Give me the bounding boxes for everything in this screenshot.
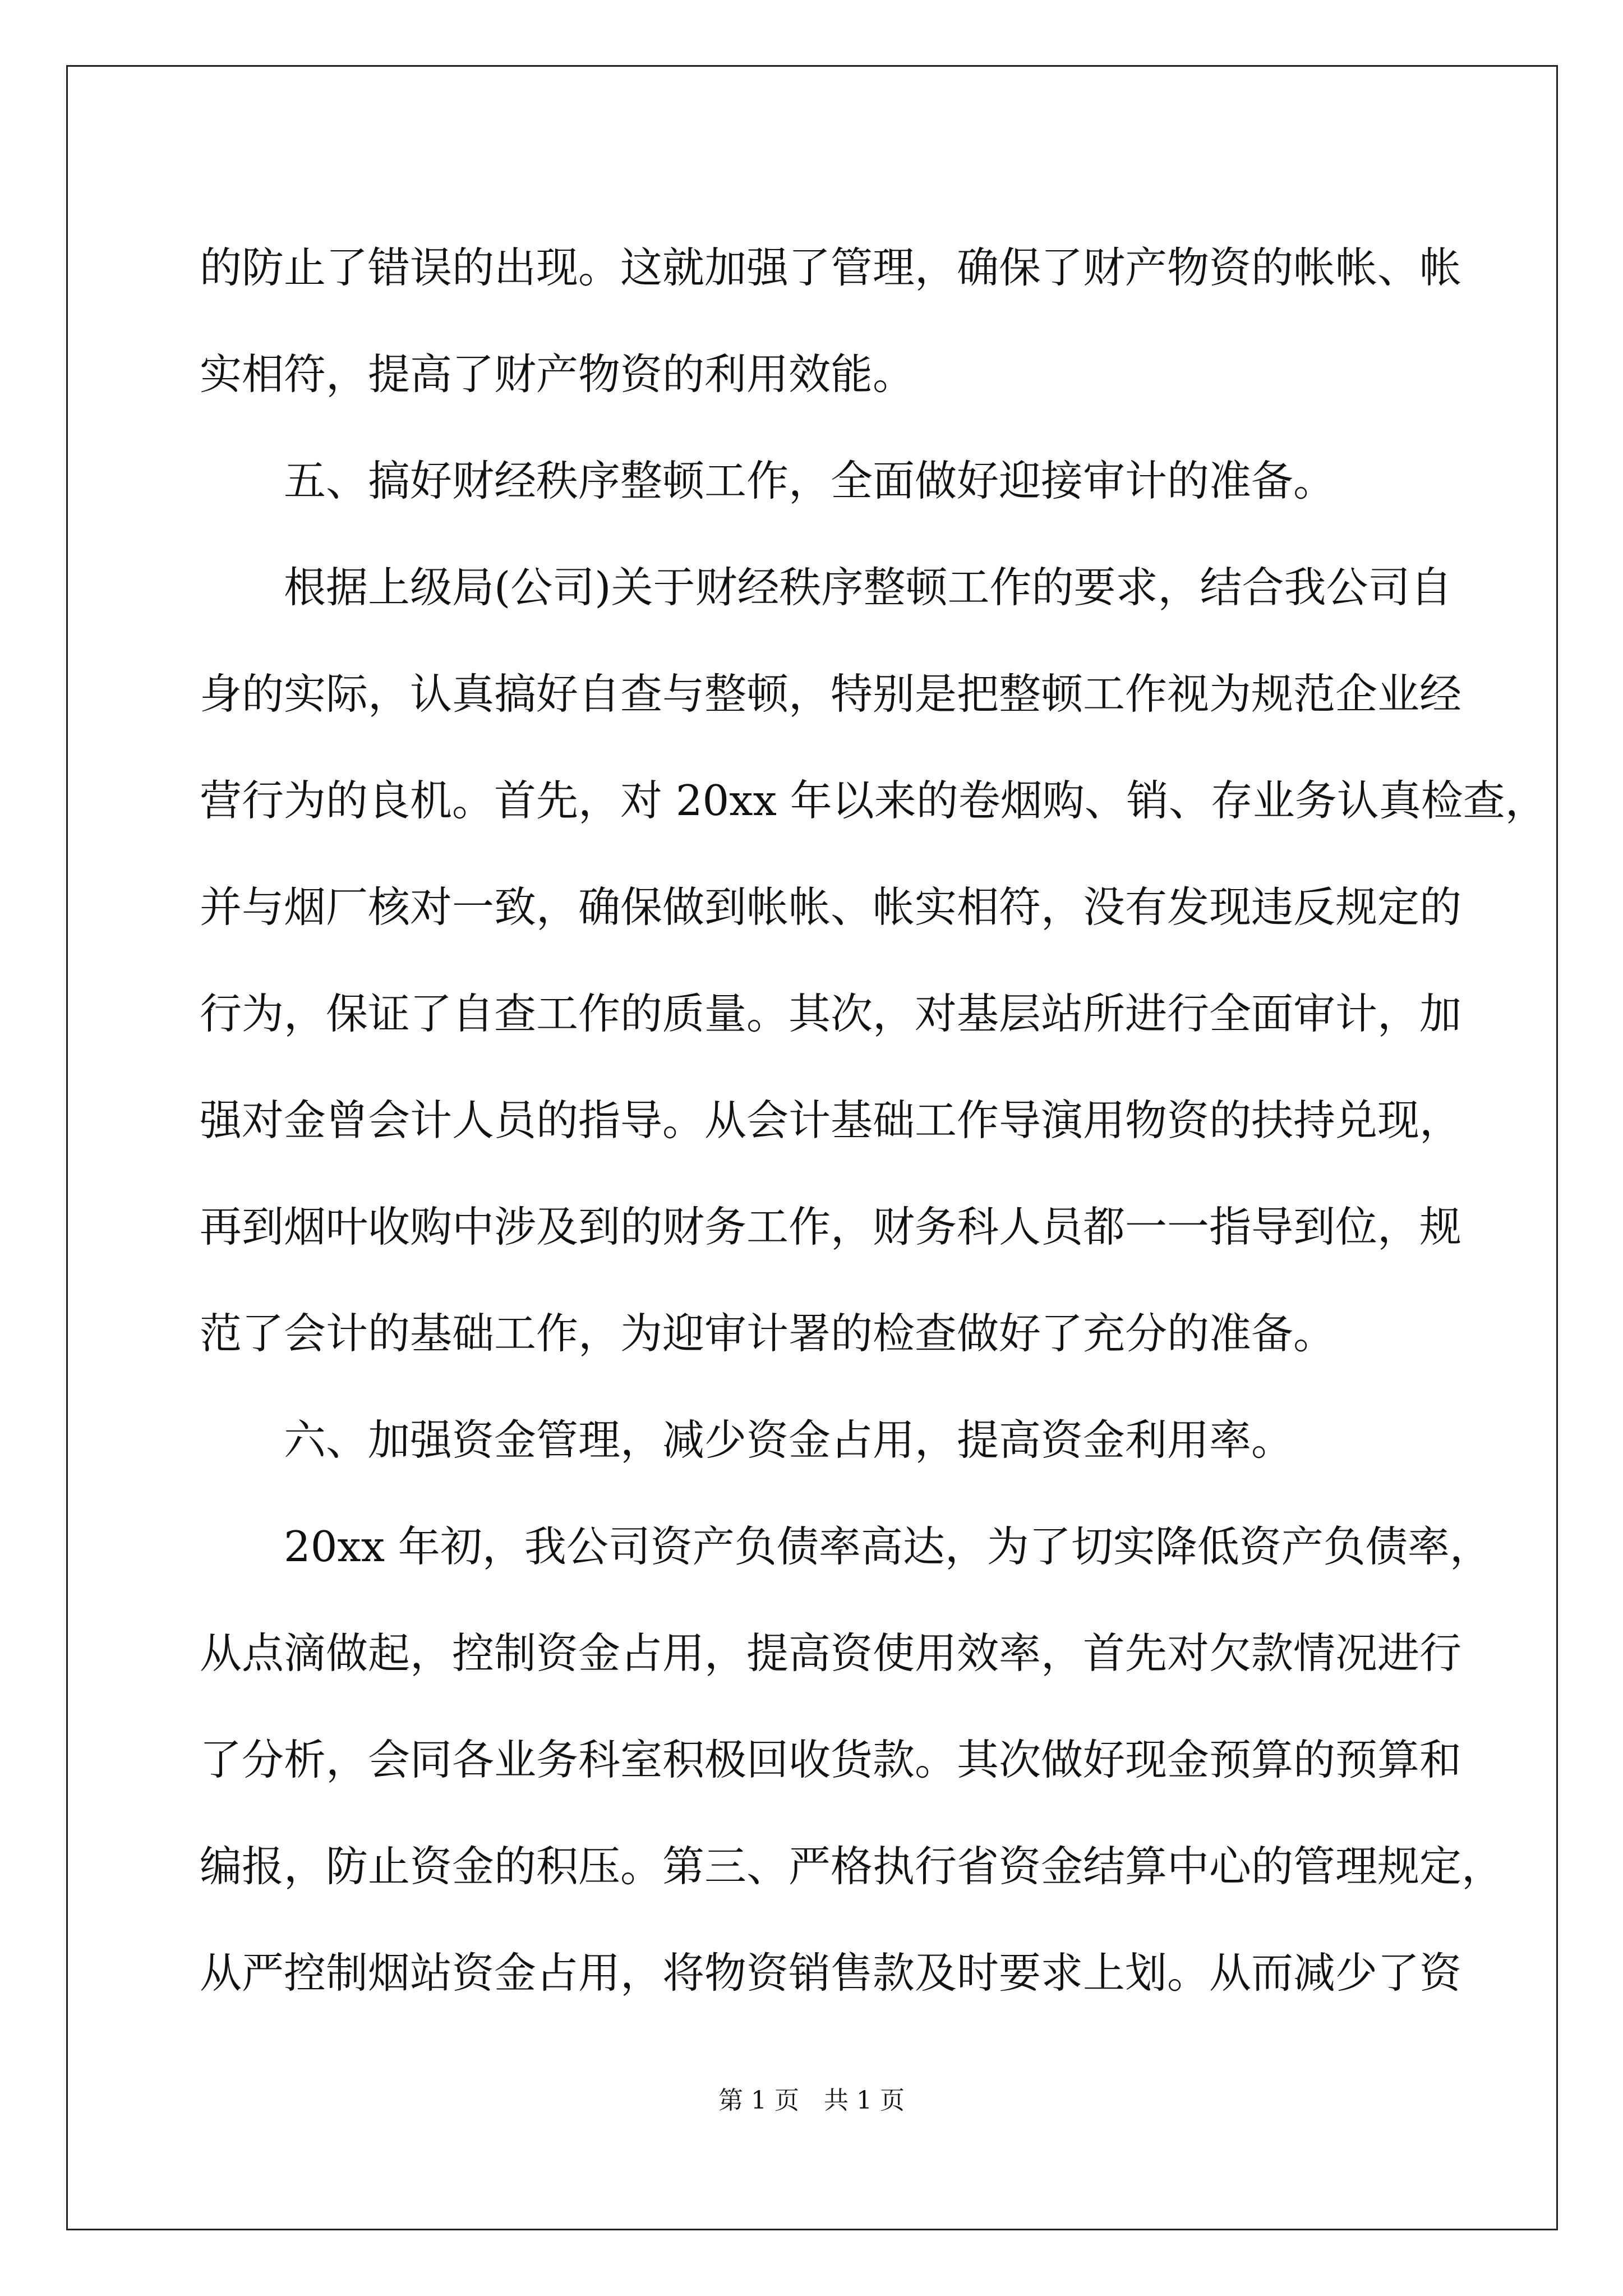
text-line-11: 范了会计的基础工作，为迎审计署的检查做好了充分的准备。 <box>200 1309 1336 1358</box>
text-line-8: 行为，保证了自查工作的质量。其次，对基层站所进行全面审计，加 <box>200 989 1462 1038</box>
text-line-17: 从严控制烟站资金占用，将物资销售款及时要求上划。从而减少了资 <box>200 1948 1462 1998</box>
text-line-16: 编报，防止资金的积压。第三、严格执行省资金结算中心的管理规定， <box>200 1842 1504 1891</box>
text-line-4: 根据上级局(公司)关于财经秩序整顿工作的要求，结合我公司自 <box>284 563 1453 612</box>
document-body <box>200 214 1547 2026</box>
text-line-5: 身的实际，认真搞好自查与整顿，特别是把整顿工作视为规范企业经 <box>200 669 1462 719</box>
text-line-14: 从点滴做起，控制资金占用，提高资使用效率，首先对欠款情况进行 <box>200 1628 1462 1678</box>
text-line-10: 再到烟叶收购中涉及到的财务工作，财务科人员都一一指导到位，规 <box>200 1202 1462 1251</box>
text-line-13: 20xx 年初，我公司资产负债率高达，为了切实降低资产负债率， <box>284 1522 1492 1571</box>
text-line-6: 营行为的良机。首先，对 20xx 年以来的卷烟购、销、存业务认真检查， <box>200 776 1547 825</box>
text-line-1: 的防止了错误的出现。这就加强了管理，确保了财产物资的帐帐、帐 <box>200 243 1462 292</box>
text-line-15: 了分析，会同各业务科室积极回收货款。其次做好现金预算的预算和 <box>200 1735 1462 1784</box>
text-line-9: 强对金曾会计人员的指导。从会计基础工作导演用物资的扶持兑现， <box>200 1096 1462 1145</box>
page-number-footer: 第 1 页 共 1 页 <box>718 2086 905 2115</box>
section-heading-6: 六、加强资金管理，减少资金占用，提高资金利用率。 <box>284 1415 1294 1465</box>
text-line-2: 实相符，提高了财产物资的利用效能。 <box>200 349 915 399</box>
section-heading-5: 五、搞好财经秩序整顿工作，全面做好迎接审计的准备。 <box>284 456 1336 505</box>
text-line-7: 并与烟厂核对一致，确保做到帐帐、帐实相符，没有发现违反规定的 <box>200 882 1462 932</box>
